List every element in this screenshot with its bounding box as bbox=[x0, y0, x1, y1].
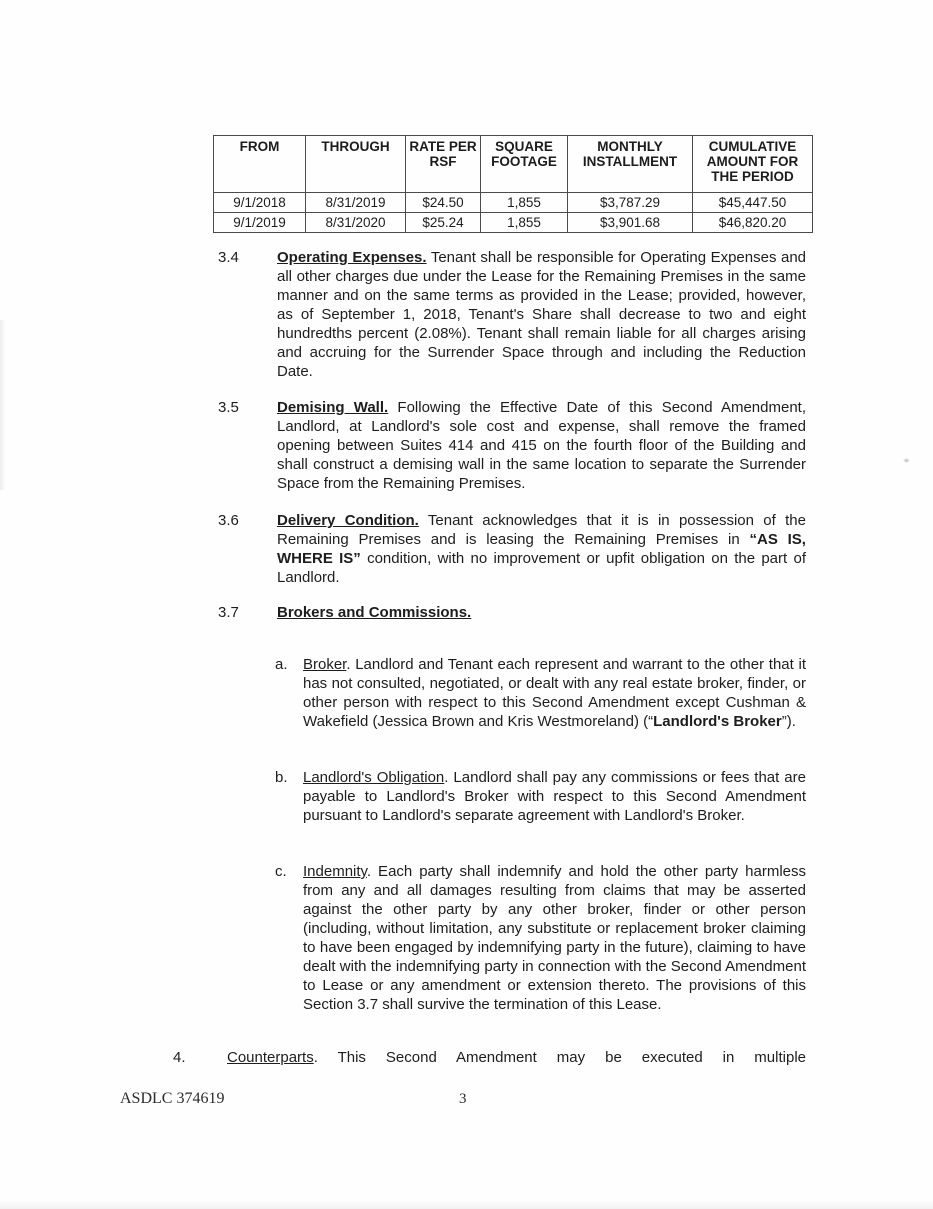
rent-schedule-table bbox=[213, 135, 813, 233]
subsection-letter: b. bbox=[275, 769, 288, 786]
subsection-letter: a. bbox=[275, 656, 288, 673]
section-number: 3.6 bbox=[218, 512, 239, 529]
cell-cumulative-amount: $46,820.20 bbox=[693, 213, 813, 233]
cell-through: 8/31/2020 bbox=[306, 213, 406, 233]
scan-artifact-speck bbox=[903, 458, 910, 463]
col-header-monthly-installment: MONTHLY INSTALLMENT bbox=[568, 136, 693, 193]
section-3-7 bbox=[218, 603, 806, 622]
cell-from: 9/1/2019 bbox=[214, 213, 306, 233]
cell-monthly-installment: $3,901.68 bbox=[568, 213, 693, 233]
subsection-b bbox=[275, 768, 806, 825]
cell-cumulative-amount: $45,447.50 bbox=[693, 193, 813, 213]
section-text: Counterparts. This Second Amendment may be executed in multiple bbox=[227, 1049, 806, 1066]
subsection-text: Broker. Landlord and Tenant each represent and warrant to the other that it has not consulted, negotiated, or dealt with any real estate broker, finder, or other person with respect to this Second Amendment except Cushman & Wakefield (Jessica Brown and Kris Westmoreland) (“Landlord's Broker”). bbox=[303, 656, 806, 730]
col-header-from: FROM bbox=[214, 136, 306, 193]
section-3-6 bbox=[218, 511, 806, 587]
subsection-text: Indemnity. Each party shall indemnify and hold the other party harmless from any and all damages resulting from claims that may be asserted against the other party by any other broker, finder or other person (including, without limitation, any substitute or replacement broker claiming to have been engaged by indemnifying party in the future), claiming to have dealt with the indemnifying party in connection with the Second Amendment to Lease or any amendment or extension thereto. The provisions of this Section 3.7 shall survive the termination of this Lease. bbox=[303, 863, 806, 1013]
table-header-row bbox=[214, 136, 813, 193]
section-4 bbox=[173, 1048, 806, 1067]
section-text: Delivery Condition. Tenant acknowledges that it is in possession of the Remaining Premises and is leasing the Remaining Premises in “AS IS, WHERE IS” condition, with no improvement or upfit obligation on the part of Landlord. bbox=[277, 512, 806, 586]
section-heading: Brokers and Commissions. bbox=[277, 604, 472, 621]
cell-rate: $24.50 bbox=[406, 193, 481, 213]
table-row bbox=[214, 213, 813, 233]
cell-square-footage: 1,855 bbox=[481, 193, 568, 213]
cell-from: 9/1/2018 bbox=[214, 193, 306, 213]
cell-square-footage: 1,855 bbox=[481, 213, 568, 233]
scan-artifact-bottom-edge bbox=[0, 1200, 933, 1209]
subsection-letter: c. bbox=[275, 863, 287, 880]
cell-rate: $25.24 bbox=[406, 213, 481, 233]
scan-artifact-left-edge bbox=[0, 320, 6, 490]
col-header-through: THROUGH bbox=[306, 136, 406, 193]
section-number: 4. bbox=[173, 1049, 186, 1066]
cell-monthly-installment: $3,787.29 bbox=[568, 193, 693, 213]
section-number: 3.4 bbox=[218, 249, 239, 266]
section-text: Demising Wall. Following the Effective Date of this Second Amendment, Landlord, at Landlord's sole cost and expense, shall remove the framed opening between Suites 414 and 415 on the fourth floor of the Building and shall construct a demising wall in the same location to separate the Surrender Space from the Remaining Premises. bbox=[277, 399, 806, 492]
subsection-text: Landlord's Obligation. Landlord shall pay any commissions or fees that are payable to Landlord's Broker with respect to this Second Amendment pursuant to Landlord's separate agreement with Landlord's Broker. bbox=[303, 769, 806, 824]
col-header-cumulative-amount: CUMULATIVE AMOUNT FOR THE PERIOD bbox=[693, 136, 813, 193]
col-header-square-footage: SQUARE FOOTAGE bbox=[481, 136, 568, 193]
section-number: 3.5 bbox=[218, 399, 239, 416]
footer-document-id: ASDLC 374619 bbox=[120, 1090, 225, 1107]
section-number: 3.7 bbox=[218, 604, 239, 621]
section-3-4 bbox=[218, 248, 806, 381]
cell-through: 8/31/2019 bbox=[306, 193, 406, 213]
section-text: Operating Expenses. Tenant shall be responsible for Operating Expenses and all other charges due under the Lease for the Remaining Premises in the same manner and on the same terms as provided in the Lease; provided, however, as of September 1, 2018, Tenant's Share shall decrease to two and eight hundredths percent (2.08%). Tenant shall remain liable for all charges arising and accruing for the Surrender Space through and including the Reduction Date. bbox=[277, 249, 807, 380]
table-row bbox=[214, 193, 813, 213]
col-header-rate-per-rsf: RATE PER RSF bbox=[406, 136, 481, 193]
subsection-c bbox=[275, 862, 806, 1014]
subsection-a bbox=[275, 655, 806, 731]
footer-page-number: 3 bbox=[459, 1091, 467, 1107]
section-3-5 bbox=[218, 398, 806, 493]
